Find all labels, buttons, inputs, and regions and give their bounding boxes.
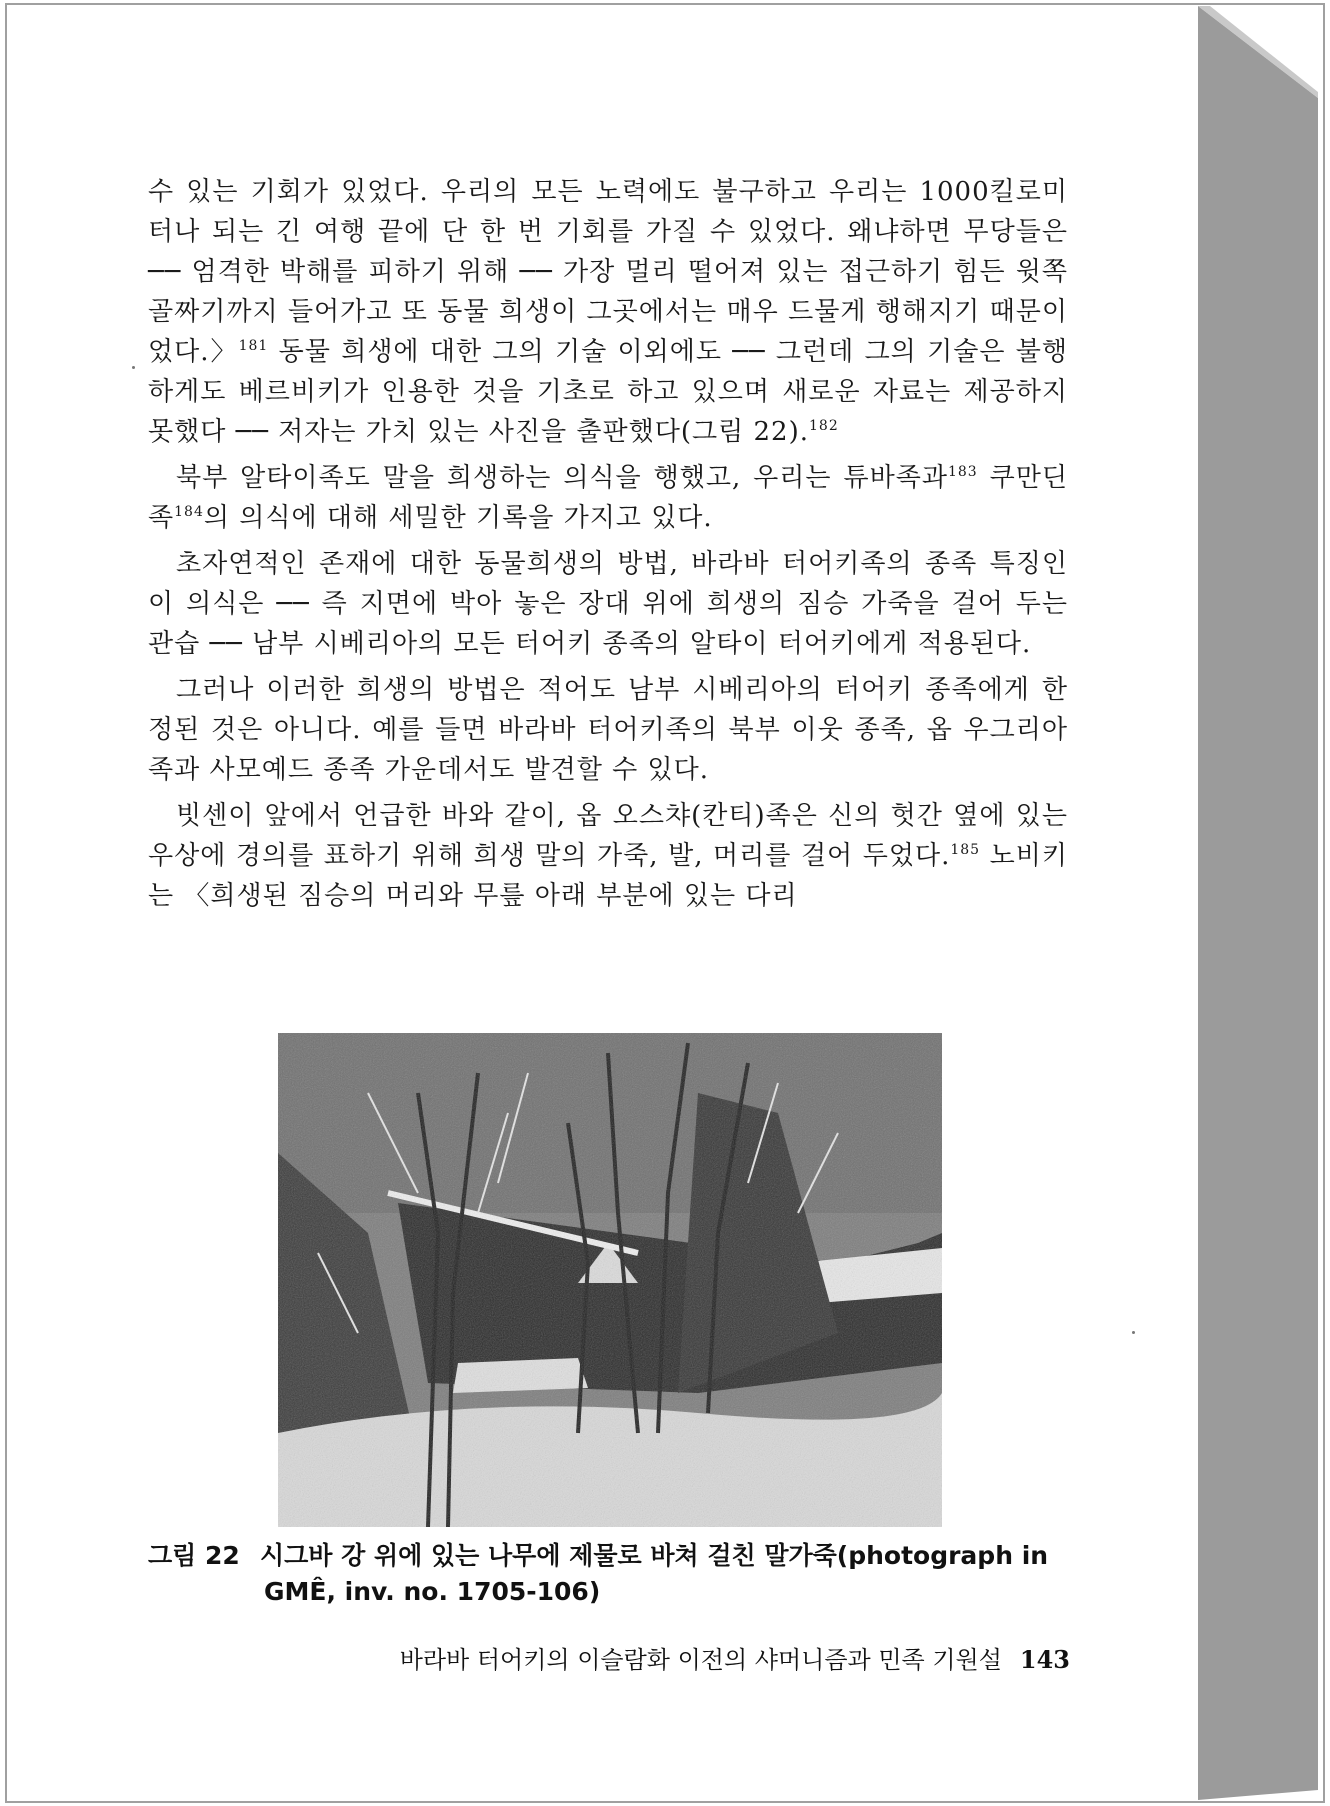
paragraph-text: 그러나 이러한 희생의 방법은 적어도 남부 시베리아의 터어키 종족에게 한정된 것은 아니다. 예를 들면 바라바 터어키족의 북부 이웃 종족, 옵 우그리아족과 사모예드 종족 가운데서도 발견할 수 있다. <box>148 675 1068 785</box>
paragraph-text: 노비키는 〈희생된 짐승의 머리와 무릎 아래 부분에 있는 다리 <box>148 841 1068 911</box>
paragraph-1 <box>148 172 1068 452</box>
paragraph-2 <box>148 458 1068 538</box>
paragraph-text: 초자연적인 존재에 대한 동물희생의 방법, 바라바 터어키족의 종족 특징인 이 의식은 ── 즉 지면에 박아 놓은 장대 위에 희생의 짐승 가죽을 걸어 두는 관습 ── 남부 시베리아의 모든 터어키 종족의 알타이 터어키에게 적용된다. <box>148 549 1068 659</box>
paragraph-text: 동물 희생에 대한 그의 기술 이외에도 ── 그런데 그의 기술은 불행하게도 베르비키가 인용한 것을 기초로 하고 있으며 새로운 자료는 제공하지 못했다 ── 저자는 가치 있는 사진을 출판했다(그림 22). <box>148 337 1069 447</box>
running-title: 바라바 터어키의 이슬람화 이전의 샤머니즘과 민족 기원설 <box>399 1646 1002 1674</box>
figure-caption <box>148 1538 1078 1610</box>
caption-line-1 <box>148 1538 1078 1574</box>
paragraph-3 <box>148 544 1068 664</box>
paragraph-5 <box>148 796 1068 916</box>
footnote-ref: 182 <box>809 418 839 434</box>
page-number: 143 <box>1019 1645 1070 1674</box>
footnote-ref: 183 <box>947 464 978 480</box>
paragraph-text: 빗센이 앞에서 언급한 바와 같이, 옵 오스챠(칸티)족은 신의 헛간 옆에 있는 우상에 경의를 표하기 위해 희생 말의 가죽, 발, 머리를 걸어 두었다. <box>148 801 1068 871</box>
stray-mark <box>1132 1331 1135 1334</box>
caption-text: 시그바 강 위에 있는 나무에 제물로 바쳐 걸친 말가죽(photograph in <box>260 1541 1049 1570</box>
paragraph-4 <box>148 670 1068 790</box>
figure-photo <box>278 1033 942 1527</box>
figure-label: 그림 22 <box>148 1541 240 1570</box>
footnote-ref: 185 <box>950 842 981 858</box>
caption-line-2: GMÊ, inv. no. 1705-106) <box>264 1577 601 1606</box>
paragraph-text: 수 있는 기회가 있었다. 우리의 모든 노력에도 불구하고 우리는 1000킬로미터나 되는 긴 여행 끝에 단 한 번 기회를 가질 수 있었다. 왜냐하면 무당들은 ── 엄격한 박해를 피하기 위해 ── 가장 멀리 떨어져 있는 접근하기 힘든 윗쪽 골짜기까지 들어가고 또 동물 희생이 그곳에서는 매우 드물게 행해지기 때문이었다.〉 <box>148 177 1068 367</box>
snowy-trees-photo <box>278 1033 942 1527</box>
running-footer <box>310 1640 1070 1675</box>
stray-mark <box>132 366 135 369</box>
footnote-ref: 181 <box>238 338 269 354</box>
paragraph-text: 쿠만딘족 <box>148 463 1068 533</box>
paragraph-text: 의 의식에 대해 세밀한 기록을 가지고 있다. <box>203 503 713 533</box>
footnote-ref: 184 <box>174 504 204 520</box>
body-text <box>148 172 1068 916</box>
paragraph-text: 북부 알타이족도 말을 희생하는 의식을 행했고, 우리는 튜바족과 <box>176 463 948 493</box>
